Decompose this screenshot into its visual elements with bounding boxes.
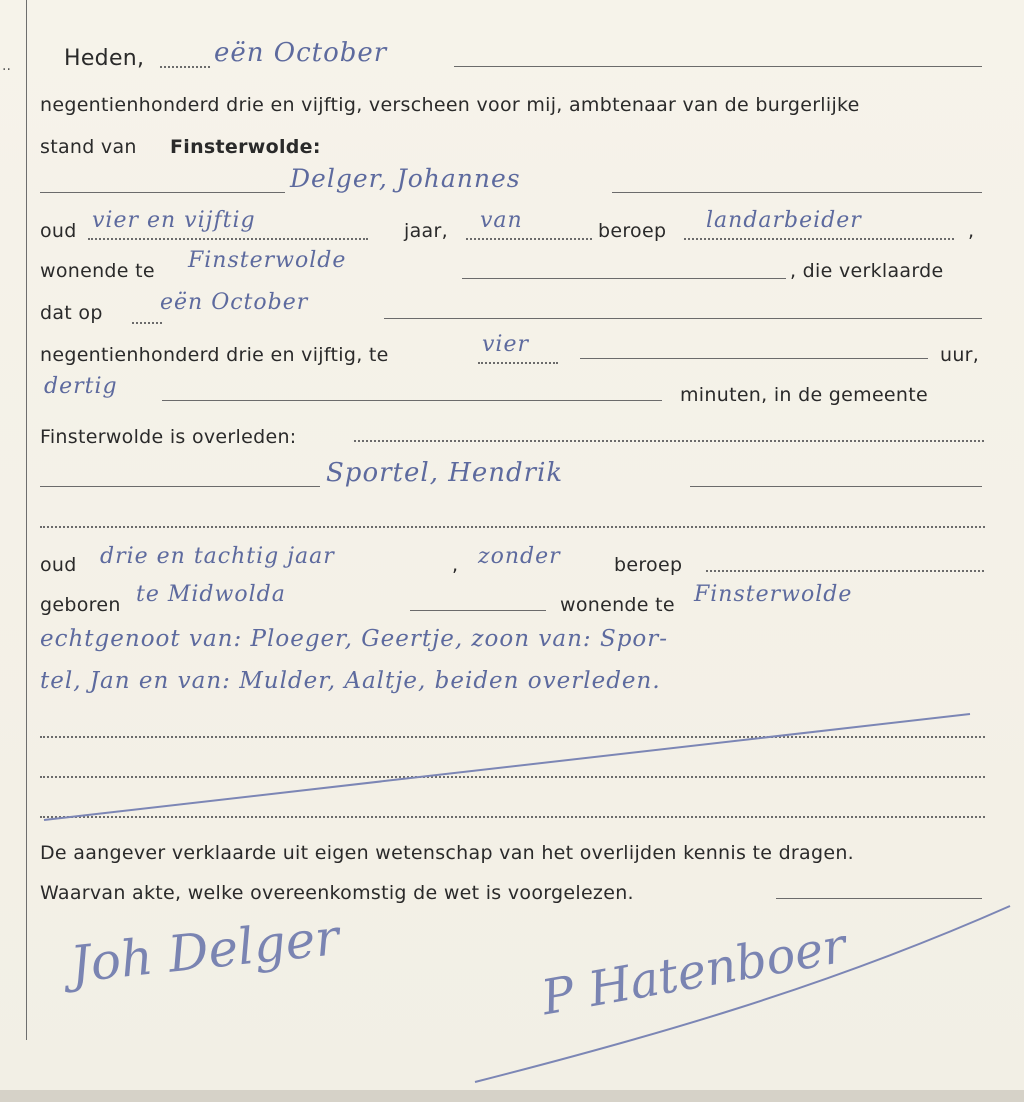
- closing-line-2: Waarvan akte, welke overeenkomstig de wet is voorgelezen.: [40, 882, 634, 904]
- time-intro-label: negentienhonderd drie en vijftig, te: [40, 344, 389, 366]
- geboren-label: geboren: [40, 594, 121, 616]
- hand-deceased-age: drie en tachtig jaar: [100, 544, 335, 569]
- overleden-label: Finsterwolde is overleden:: [40, 426, 297, 448]
- official-signature: P Hatenboer: [537, 917, 851, 1027]
- beroep-label-2: beroep: [614, 554, 683, 576]
- stand-van-label: stand van: [40, 136, 137, 158]
- intro-line: negentienhonderd drie en vijftig, verscheen voor mij, ambtenaar van de burgerlijke: [40, 94, 860, 116]
- hand-zonder: zonder: [478, 544, 561, 569]
- closing-line-1: De aangever verklaarde uit eigen wetenschap van het overlijden kennis te dragen.: [40, 842, 855, 864]
- jaar-label: jaar,: [404, 220, 448, 242]
- hand-declarant-residence: Finsterwolde: [188, 248, 347, 273]
- hand-deceased-residence: Finsterwolde: [694, 582, 853, 607]
- hand-declarant-age: vier en vijftig: [92, 208, 256, 233]
- heden-label: Heden,: [64, 46, 145, 71]
- margin-dots: ..: [2, 58, 11, 74]
- wonende-te-label: wonende te: [40, 260, 155, 282]
- hand-birthplace: te Midwolda: [136, 582, 286, 607]
- comma: ,: [968, 220, 975, 242]
- uur-label: uur,: [940, 344, 980, 366]
- hand-declarant-occupation: landarbeider: [706, 208, 862, 233]
- hand-hour: vier: [482, 332, 530, 357]
- dat-op-label: dat op: [40, 302, 103, 324]
- municipality-label: Finsterwolde:: [170, 136, 321, 158]
- hand-remarks-1: echtgenoot van: Ploeger, Geertje, zoon van: Spor-: [40, 626, 669, 652]
- hand-remarks-2: tel, Jan en van: Mulder, Aaltje, beiden overleden.: [40, 668, 661, 694]
- minuten-label: minuten, in de gemeente: [680, 384, 928, 406]
- declarant-signature: Joh Delger: [67, 908, 342, 994]
- hand-declarant-name: Delger, Johannes: [290, 164, 521, 193]
- hand-death-date: eën October: [160, 290, 309, 315]
- hand-minutes: dertig: [44, 374, 118, 399]
- hand-deceased-name: Sportel, Hendrik: [326, 458, 564, 488]
- hand-date: eën October: [214, 38, 388, 68]
- wonende-te-label-2: wonende te: [560, 594, 675, 616]
- hand-van: van: [480, 208, 523, 233]
- page-bottom-edge: [0, 1090, 1024, 1102]
- die-verklaarde-label: , die verklaarde: [790, 260, 944, 282]
- oud-label: oud: [40, 220, 77, 242]
- oud-label-2: oud: [40, 554, 77, 576]
- closing-line: [776, 898, 982, 899]
- beroep-label: beroep: [598, 220, 667, 242]
- comma-2: ,: [452, 554, 459, 576]
